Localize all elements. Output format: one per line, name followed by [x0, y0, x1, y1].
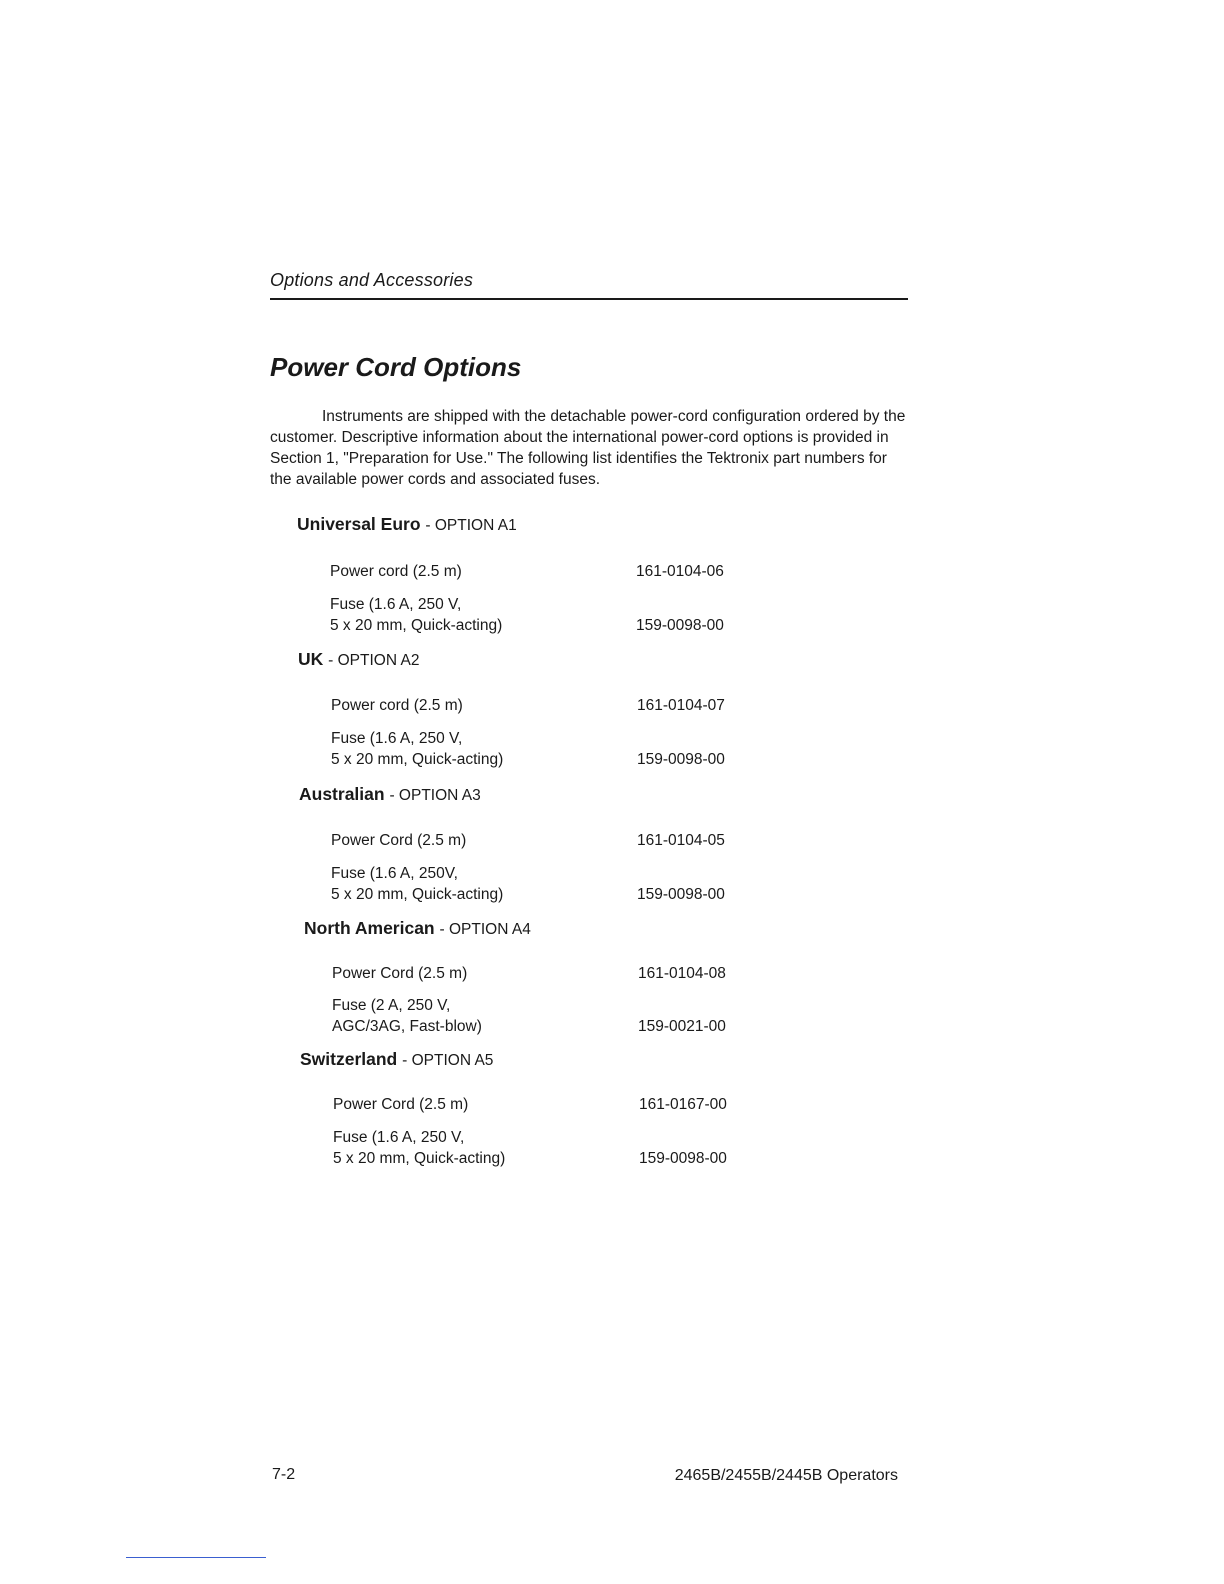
section-title: Power Cord Options	[270, 352, 522, 382]
part-description: Fuse (2 A, 250 V, AGC/3AG, Fast-blow)	[332, 997, 482, 1035]
option-group-heading	[304, 918, 531, 939]
part-row	[331, 863, 751, 905]
part-row	[331, 728, 751, 770]
option-group-heading	[300, 1049, 493, 1070]
running-header: Options and Accessories	[270, 270, 474, 290]
part-row	[331, 695, 751, 716]
footer-rule	[126, 1557, 266, 1558]
option-code: - OPTION A4	[439, 921, 531, 938]
part-number: 161-0104-08	[638, 965, 726, 982]
option-region-name: Switzerland	[300, 1049, 398, 1069]
part-number: 161-0104-05	[637, 832, 725, 849]
option-group-heading	[297, 514, 517, 535]
part-description: Fuse (1.6 A, 250 V, 5 x 20 mm, Quick-acting)	[331, 730, 504, 768]
part-row	[332, 963, 752, 984]
header-rule	[270, 298, 908, 300]
option-group-heading	[299, 784, 481, 805]
part-description: Fuse (1.6 A, 250 V, 5 x 20 mm, Quick-acting)	[330, 596, 503, 634]
intro-paragraph: Instruments are shipped with the detachable power-cord configuration ordered by the customer. Descriptive information about the international power-cord options is provided in Section 1, "Preparation for Use." The following list identifies the Tektronix part numbers for the available power cords and associated fuses.	[270, 408, 906, 488]
part-row	[330, 561, 750, 582]
option-region-name: North American	[304, 918, 435, 938]
option-region-name: Universal Euro	[297, 514, 421, 534]
part-description: Power Cord (2.5 m)	[331, 832, 467, 849]
option-code: - OPTION A5	[402, 1052, 494, 1069]
part-number: 161-0167-00	[639, 1096, 727, 1113]
option-code: - OPTION A2	[328, 652, 420, 669]
part-number: 159-0098-00	[636, 617, 724, 634]
page-number: 7-2	[272, 1466, 296, 1483]
part-row	[331, 830, 751, 851]
part-row	[333, 1094, 753, 1115]
part-number: 159-0021-00	[638, 1018, 726, 1035]
option-region-name: Australian	[299, 784, 385, 804]
part-number: 159-0098-00	[637, 886, 725, 903]
part-number: 161-0104-07	[637, 697, 725, 714]
part-description: Power cord (2.5 m)	[331, 697, 463, 714]
document-title: 2465B/2455B/2445B Operators	[674, 1467, 898, 1484]
option-code: - OPTION A1	[425, 517, 517, 534]
part-description: Fuse (1.6 A, 250V, 5 x 20 mm, Quick-acting)	[331, 865, 504, 903]
part-row	[330, 594, 750, 636]
option-region-name: UK	[298, 649, 324, 669]
part-number: 161-0104-06	[636, 563, 724, 580]
part-description: Fuse (1.6 A, 250 V, 5 x 20 mm, Quick-acting)	[333, 1129, 506, 1167]
part-description: Power Cord (2.5 m)	[332, 965, 468, 982]
option-code: - OPTION A3	[389, 787, 481, 804]
option-group-heading	[298, 649, 419, 670]
part-number: 159-0098-00	[637, 751, 725, 768]
part-description: Power Cord (2.5 m)	[333, 1096, 469, 1113]
part-row	[333, 1127, 753, 1169]
part-description: Power cord (2.5 m)	[330, 563, 462, 580]
part-row	[332, 995, 752, 1037]
part-number: 159-0098-00	[639, 1150, 727, 1167]
